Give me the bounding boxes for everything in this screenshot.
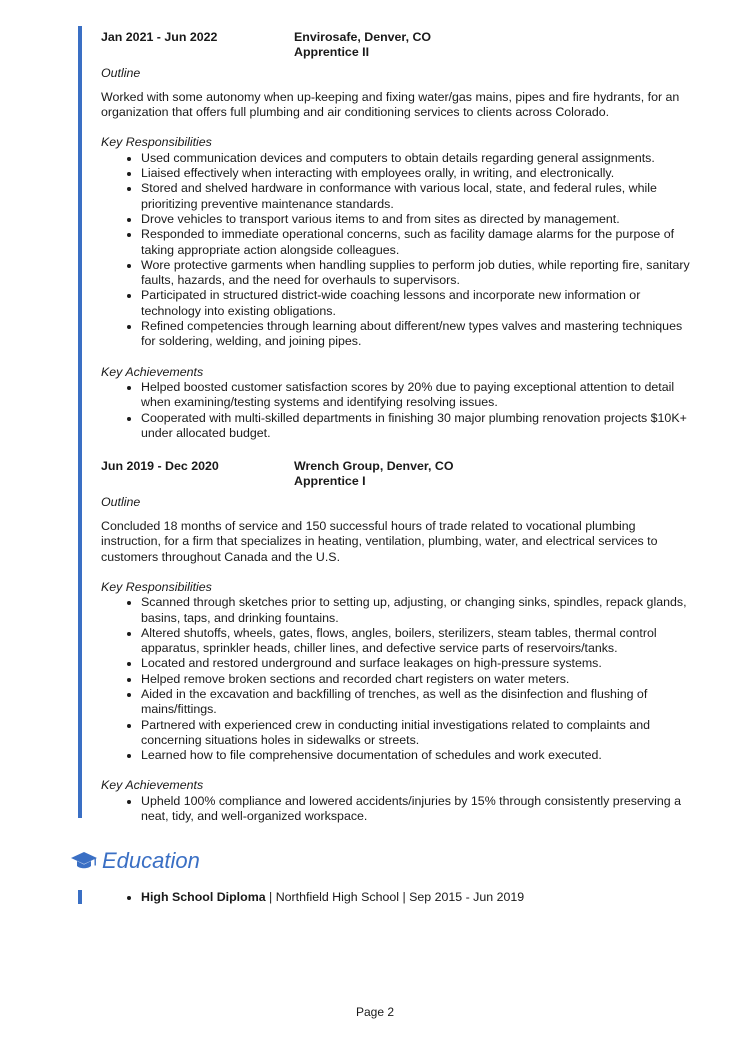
responsibilities-label: Key Responsibilities — [101, 579, 212, 594]
education-item — [141, 889, 701, 905]
list-item: • Scanned through sketches prior to setting up, adjusting, or changing sinks, spindles, repack glands, basins, taps, and drinking fountains. — [141, 595, 691, 626]
achievements-label: Key Achievements — [101, 778, 204, 793]
list-item: • Cooperated with multi-skilled departments in finishing 30 major plumbing renovation projects $10K+ under allocated budget. — [141, 411, 691, 442]
job-title: Apprentice I — [294, 474, 366, 489]
list-item: • Located and restored underground and surface leakages on high-pressure systems. — [141, 656, 691, 671]
outline-label: Outline — [101, 494, 141, 509]
education-accent-bar — [78, 890, 82, 904]
job-company: Wrench Group, Denver, CO — [294, 459, 454, 474]
list-item: • Aided in the excavation and backfilling of trenches, as well as the disinfection and flushing of mains/fittings. — [141, 687, 691, 718]
list-item: • Stored and shelved hardware in conformance with various local, state, and federal rules, while prioritizing preventive maintenance standards. — [141, 181, 691, 212]
job-header — [101, 30, 691, 61]
job-date: Jun 2019 - Dec 2020 — [101, 459, 219, 474]
list-item: • Wore protective garments when handling supplies to perform job duties, while reporting fire, sanitary faults, hazards, and the need for overhauls to supervisors. — [141, 258, 691, 289]
job-header — [101, 459, 691, 490]
education-details: | Northfield High School | Sep 2015 - Jun 2019 — [265, 890, 525, 904]
education-list — [101, 889, 701, 905]
outline-text: Concluded 18 months of service and 150 successful hours of trade related to vocational plumbing instruction, for a firm that specializes in heating, ventilation, plumbing, water, and electrical services to customers throughout Canada and the U.S. — [101, 519, 658, 564]
outline-text: Worked with some autonomy when up-keeping and fixing water/gas mains, pipes and fire hydrants, for an organization that offers full plumbing and air conditioning services to clients across Colorado. — [101, 89, 680, 120]
education-title: Education — [102, 848, 200, 873]
job-entry — [101, 30, 691, 441]
list-item: • Helped remove broken sections and recorded chart registers on water meters. — [141, 672, 691, 687]
list-item: • Learned how to file comprehensive documentation of schedules and work executed. — [141, 748, 691, 763]
list-item: • Used communication devices and computers to obtain details regarding general assignments. — [141, 151, 691, 166]
list-item: • Altered shutoffs, wheels, gates, flows, angles, boilers, sterilizers, steam tables, thermal control apparatus, sprinkler heads, chiller lines, and defective service parts of reservoirs/tanks. — [141, 626, 691, 657]
list-item: • Partnered with experienced crew in conducting initial investigations related to complaints and concerning situations holes in sidewalks or streets. — [141, 718, 691, 749]
responsibilities-label: Key Responsibilities — [101, 135, 212, 150]
job-company: Envirosafe, Denver, CO — [294, 30, 432, 44]
experience-accent-bar — [78, 26, 82, 818]
responsibilities-list — [101, 151, 691, 350]
job-date: Jan 2021 - Jun 2022 — [101, 30, 218, 44]
achievements-label: Key Achievements — [101, 364, 204, 379]
list-item: • Responded to immediate operational concerns, such as facility damage alarms for the purpose of taking appropriate action alongside colleagues. — [141, 227, 691, 258]
achievements-list — [101, 380, 691, 441]
page-number: Page 2 — [355, 1005, 395, 1019]
education-heading — [70, 848, 200, 874]
graduation-cap-icon — [70, 849, 98, 873]
experience-section — [101, 30, 691, 824]
job-title: Apprentice II — [294, 45, 370, 60]
list-item: • Drove vehicles to transport various items to and from sites as directed by management. — [141, 212, 691, 227]
list-item: • Refined competencies through learning about different/new types valves and mastering techniques for soldering, welding, and joining pipes. — [141, 319, 691, 350]
outline-label: Outline — [101, 65, 141, 80]
list-item: • Participated in structured district-wide coaching lessons and incorporate new information or technology into existing obligations. — [141, 288, 691, 319]
job-entry — [101, 459, 691, 824]
degree: High School Diploma — [141, 890, 266, 904]
achievements-list — [101, 794, 691, 825]
responsibilities-list — [101, 595, 691, 763]
list-item: • Liaised effectively when interacting with employees orally, in writing, and electronically. — [141, 166, 691, 181]
list-item: • Upheld 100% compliance and lowered accidents/injuries by 15% through consistently preserving a neat, tidy, and well-organized workspace. — [141, 794, 691, 825]
list-item: • Helped boosted customer satisfaction scores by 20% due to paying exceptional attention to detail when examining/testing systems and identifying resolving issues. — [141, 380, 691, 411]
